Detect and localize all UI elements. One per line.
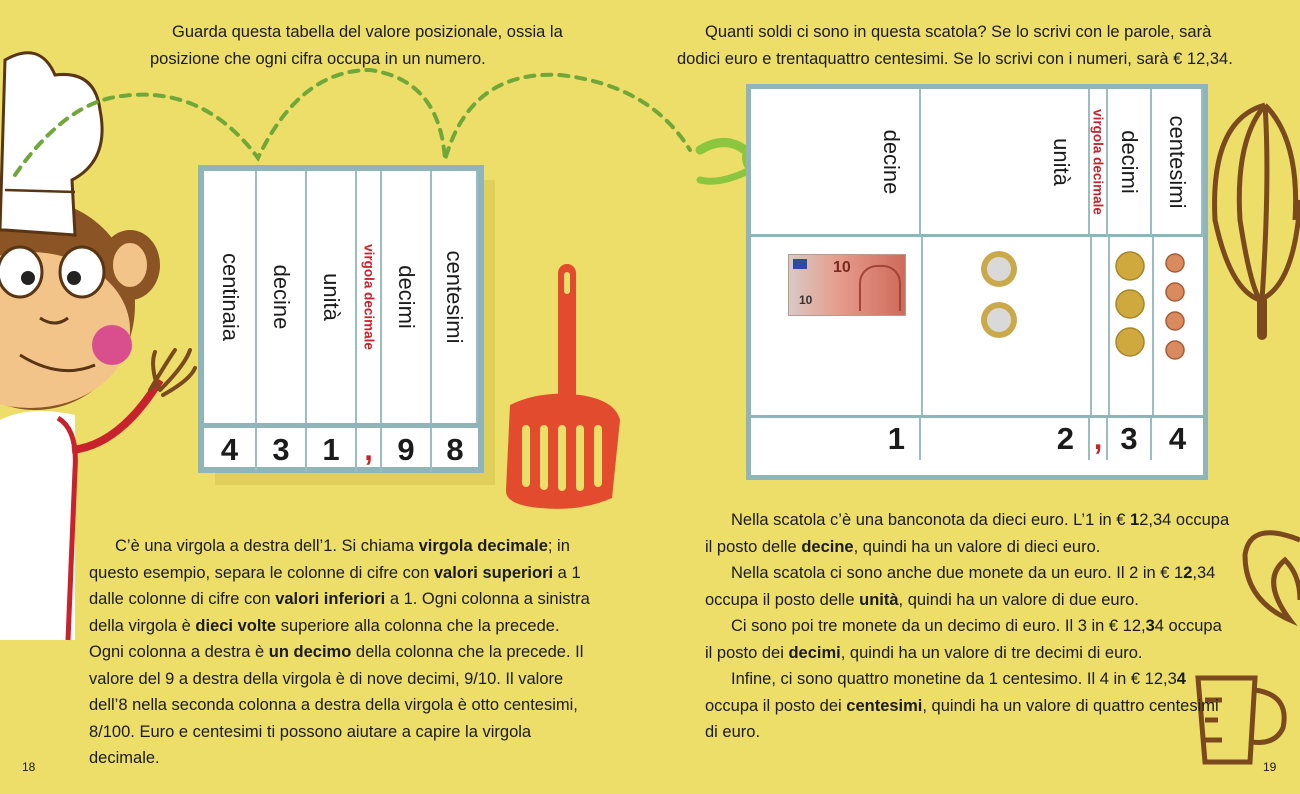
ten-cent-coin [1114, 326, 1146, 358]
digit-cell: 1 [307, 428, 357, 472]
ten-cent-coin [1114, 288, 1146, 320]
right-intro-line-1: Quanti soldi ci sono in questa scatola? Se lo scrivi con le parole, sarà [705, 23, 1212, 41]
one-cent-coin [1164, 252, 1186, 274]
digit-cell: 3 [1108, 418, 1152, 460]
right-intro-line-2: dodici euro e trentaquattro centesimi. Se lo scrivi con i numeri, sarà € 12,34. [677, 50, 1233, 68]
left-explanation-paragraph [89, 533, 594, 772]
column-header [204, 171, 257, 423]
one-euro-coin [979, 300, 1019, 340]
column-header [921, 89, 1090, 237]
right-explanation-paragraphs [705, 507, 1230, 746]
column-header [751, 89, 921, 237]
digit-cell: 4 [1168, 421, 1187, 456]
column-header [432, 171, 478, 423]
one-cent-coin [1164, 339, 1186, 361]
column-label-decimal-point: virgola decimale [1090, 108, 1106, 215]
ten-cent-coin [1114, 250, 1146, 282]
one-cent-coin [1164, 310, 1186, 332]
decimal-comma-cell: , [1090, 418, 1108, 460]
pretzel-illustration [1245, 533, 1300, 620]
column-label: decine [269, 264, 294, 330]
one-euro-coin [979, 249, 1019, 289]
spatula-illustration [506, 264, 620, 509]
digit-cell: 2 [921, 418, 1090, 460]
paragraph: Ci sono poi tre monete da un decimo di euro. Il 3 in € 12,34 occupa il posto dei decimi, quindi ha un valore di tre decimi di euro. [705, 617, 1222, 662]
paragraph: Nella scatola c’è una banconota da dieci euro. L’1 in € 12,34 occupa il posto delle decine, quindi ha un valore di dieci euro. [705, 511, 1230, 556]
column-label: centesimi [442, 250, 467, 344]
page-number-left: 18 [22, 760, 36, 774]
place-value-table-left [198, 165, 484, 473]
paragraph: C’è una virgola a destra dell’1. Si chiama virgola decimale; in questo esempio, separa le colonne di cifre con valori superiori a 1 dalle colonne di cifre con valori inferiori a 1. Ogni colonna a sinistra della virgola è dieci volte superiore alla colonna che la precede. Ogni colonna a destra è un decimo della colonna che la precede. Il valore del 9 a destra della virgola è di nove decimi, 9/10. Il valore dell’8 nella seconda colonna a destra della virgola è otto centesimi, 8/100. Euro e centesimi ti possono aiutare a capire la virgola decimale. [89, 537, 590, 767]
column-label: centesimi [1164, 115, 1190, 208]
digit-cell: 4 [204, 428, 257, 472]
column-header [1152, 89, 1203, 237]
left-intro-line-2: posizione che ogni cifra occupa in un numero. [150, 50, 486, 68]
column-label: decine [879, 129, 904, 194]
banknote-value-small: 10 [799, 293, 813, 307]
digit-cell: 1 [751, 418, 921, 460]
column-label: unità [319, 273, 344, 321]
column-label: decimi [394, 265, 419, 329]
paragraph: Nella scatola ci sono anche due monete da un euro. Il 2 in € 12,34 occupa il posto delle unità, quindi ha un valore di due euro. [705, 564, 1216, 609]
money-box-table [746, 84, 1208, 480]
column-header [1090, 89, 1108, 237]
paragraph: Infine, ci sono quattro monetine da 1 centesimo. Il 4 in € 12,34 occupa il posto dei centesimi, quindi ha un valore di quattro centesimi di euro. [705, 670, 1219, 741]
page-number-right: 19 [1263, 760, 1277, 774]
digit-cell: 8 [446, 432, 464, 467]
banknote-value: 10 [833, 259, 851, 276]
digit-cell: 3 [257, 428, 307, 472]
left-intro-line-1: Guarda questa tabella del valore posizionale, ossia la [172, 23, 563, 41]
whisk-illustration [1215, 105, 1300, 335]
column-header [357, 171, 382, 423]
dotted-jump-path [15, 70, 690, 175]
column-header [1108, 89, 1152, 237]
one-cent-coin [1164, 281, 1186, 303]
left-intro-text [150, 19, 590, 73]
digit-cell: 9 [382, 428, 432, 472]
column-label: unità [1049, 137, 1074, 186]
column-label: centinaia [217, 252, 243, 342]
ten-euro-banknote [788, 254, 906, 316]
column-header [257, 171, 307, 423]
right-intro-text [677, 19, 1277, 73]
column-header [382, 171, 432, 423]
column-label: decimi [1117, 129, 1142, 194]
digit-row [751, 415, 1203, 460]
decimal-comma-cell: , [357, 428, 382, 472]
column-label-decimal-point: virgola decimale [361, 244, 376, 350]
column-header [307, 171, 357, 423]
digit-row [204, 423, 478, 472]
